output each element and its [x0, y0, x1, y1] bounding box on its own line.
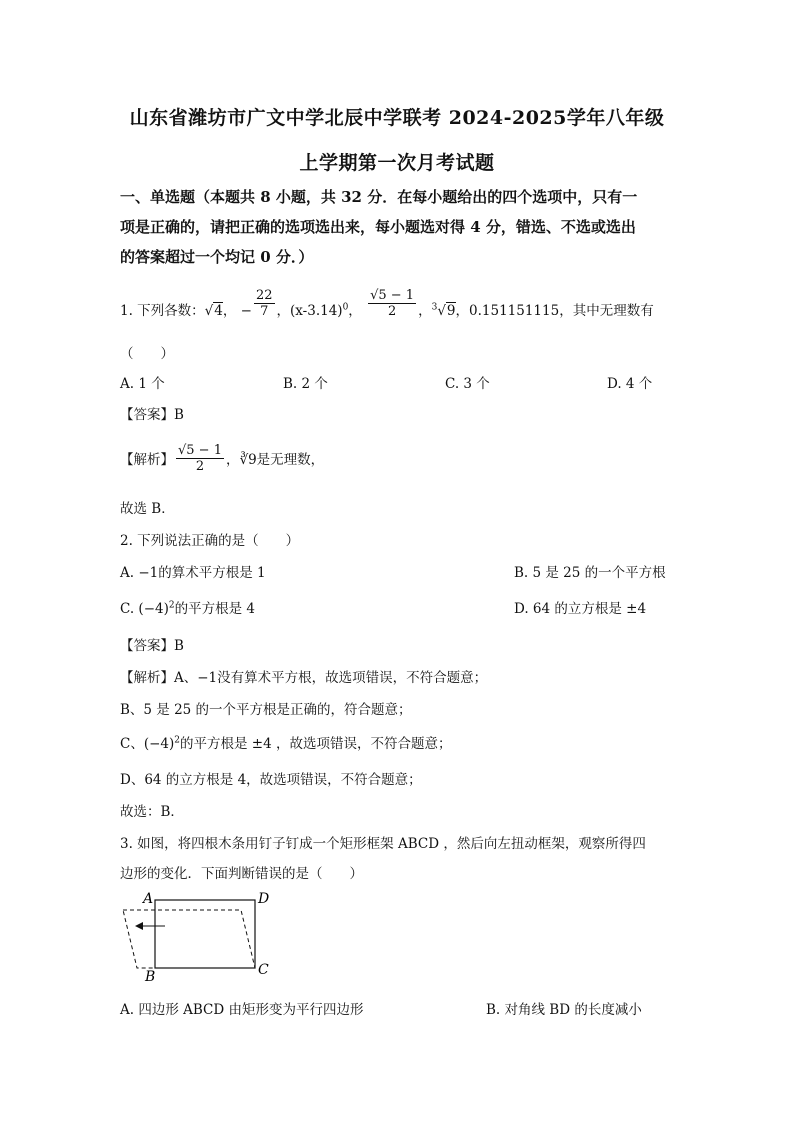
section-line: 一、单选题（本题共 8 小题，共 32 分．在每小题给出的四个选项中，只有一 [120, 188, 638, 206]
q1-option-d: D. 4 个 [607, 376, 653, 392]
parallelogram-dashed [123, 910, 255, 968]
q1-conclusion: 故选 B． [120, 501, 175, 517]
label-b: B [145, 969, 156, 985]
q1-paren: ，(x-3.14) [276, 303, 343, 319]
q2-option-a: A. −1的算术平方根是 1 [120, 565, 266, 581]
rectangle-abcd [155, 900, 255, 968]
section-instructions [120, 182, 680, 272]
q3-stem-line1: 3. 如图，将四根木条用钉子钉成一个矩形框架 ABCD ，然后向左扭动框架，观察所得四 [120, 836, 646, 852]
q1-analysis [120, 445, 324, 476]
q1-prefix: 1. 下列各数： [120, 303, 205, 319]
label-a: A [143, 891, 154, 907]
q1-option-b: B. 2 个 [283, 376, 328, 392]
q2-answer: 【答案】B [120, 638, 184, 654]
page-title-line1: 山东省潍坊市广文中学北辰中学联考 2024-2025学年八年级 [129, 107, 665, 129]
q1-option-c: C. 3 个 [445, 376, 490, 392]
q1-analysis-rest: ，∛9是无理数， [225, 452, 325, 468]
q2-stem: 2. 下列说法正确的是（ ） [120, 533, 300, 549]
q3-option-b: B. 对角线 BD 的长度减小 [486, 1002, 642, 1018]
q2-analysis-a: 【解析】A、−1没有算术平方根，故选项错误，不符合题意； [120, 670, 488, 686]
q1-sqrt4: 4 [214, 303, 223, 319]
q1-cbrt-index: 3 [431, 302, 438, 313]
arrow-head [135, 922, 143, 930]
label-d: D [258, 891, 270, 907]
q3-stem-line2: 边形的变化．下面判断错误的是（ ） [120, 866, 363, 882]
q1-answer: 【答案】B [120, 407, 184, 423]
label-c: C [258, 962, 269, 978]
q1-stem: 1. 下列各数：√4， − $\frac{22}{7}$ ，$(x-3.14)^0$， $\frac{√5 - 1}{2}$ ，$^3$√9，0.151151115，其中无理数有 [120, 288, 654, 319]
analysis-label: 【解析】 [120, 452, 174, 468]
q1-fraction-sqrt5: $\frac{√5 - 1}{2}$ [370, 288, 415, 319]
q1-exponent: 0 [342, 302, 349, 313]
section-line: 项是正确的，请把正确的选项选出来，每小题选对得 4 分，错选、不选或选出 [120, 218, 636, 236]
q1-analysis-fraction: $\frac{√5 - 1}{2}$ [178, 443, 222, 474]
q1-neg-sign: − [240, 303, 252, 319]
page-title-line2: 上学期第一次月考试题 [299, 152, 495, 174]
q1-fraction-22-7: $\frac{22}{7}$ [255, 288, 273, 319]
q3-option-a: A. 四边形 ABCD 由矩形变为平行四边形 [120, 1002, 364, 1018]
q2-conclusion: 故选：B． [120, 804, 184, 820]
q2-option-b: B. 5 是 25 的一个平方根 [514, 565, 666, 581]
q1-option-a: A. 1 个 [120, 376, 165, 392]
q3-rectangle-figure [115, 886, 285, 986]
q2-option-c: C. $(-4)^2$的平方根是 4 [120, 600, 255, 617]
q1-blank: （ ） [120, 346, 174, 362]
q2-option-d: D. 64 的立方根是 ±4 [514, 601, 647, 617]
q1-cbrt-value: 9 [446, 303, 456, 319]
q2-analysis-d: D、64 的立方根是 4，故选项错误，不符合题意； [120, 772, 422, 788]
section-line: 的答案超过一个均记 0 分．） [120, 248, 314, 266]
q2-analysis-c: C、$(-4)^2$的平方根是 ±4 ，故选项错误，不符合题意； [120, 735, 452, 752]
q1-suffix: ，0.151151115，其中无理数有 [455, 303, 654, 319]
q2-analysis-b: B、5 是 25 的一个平方根是正确的，符合题意； [120, 702, 412, 718]
